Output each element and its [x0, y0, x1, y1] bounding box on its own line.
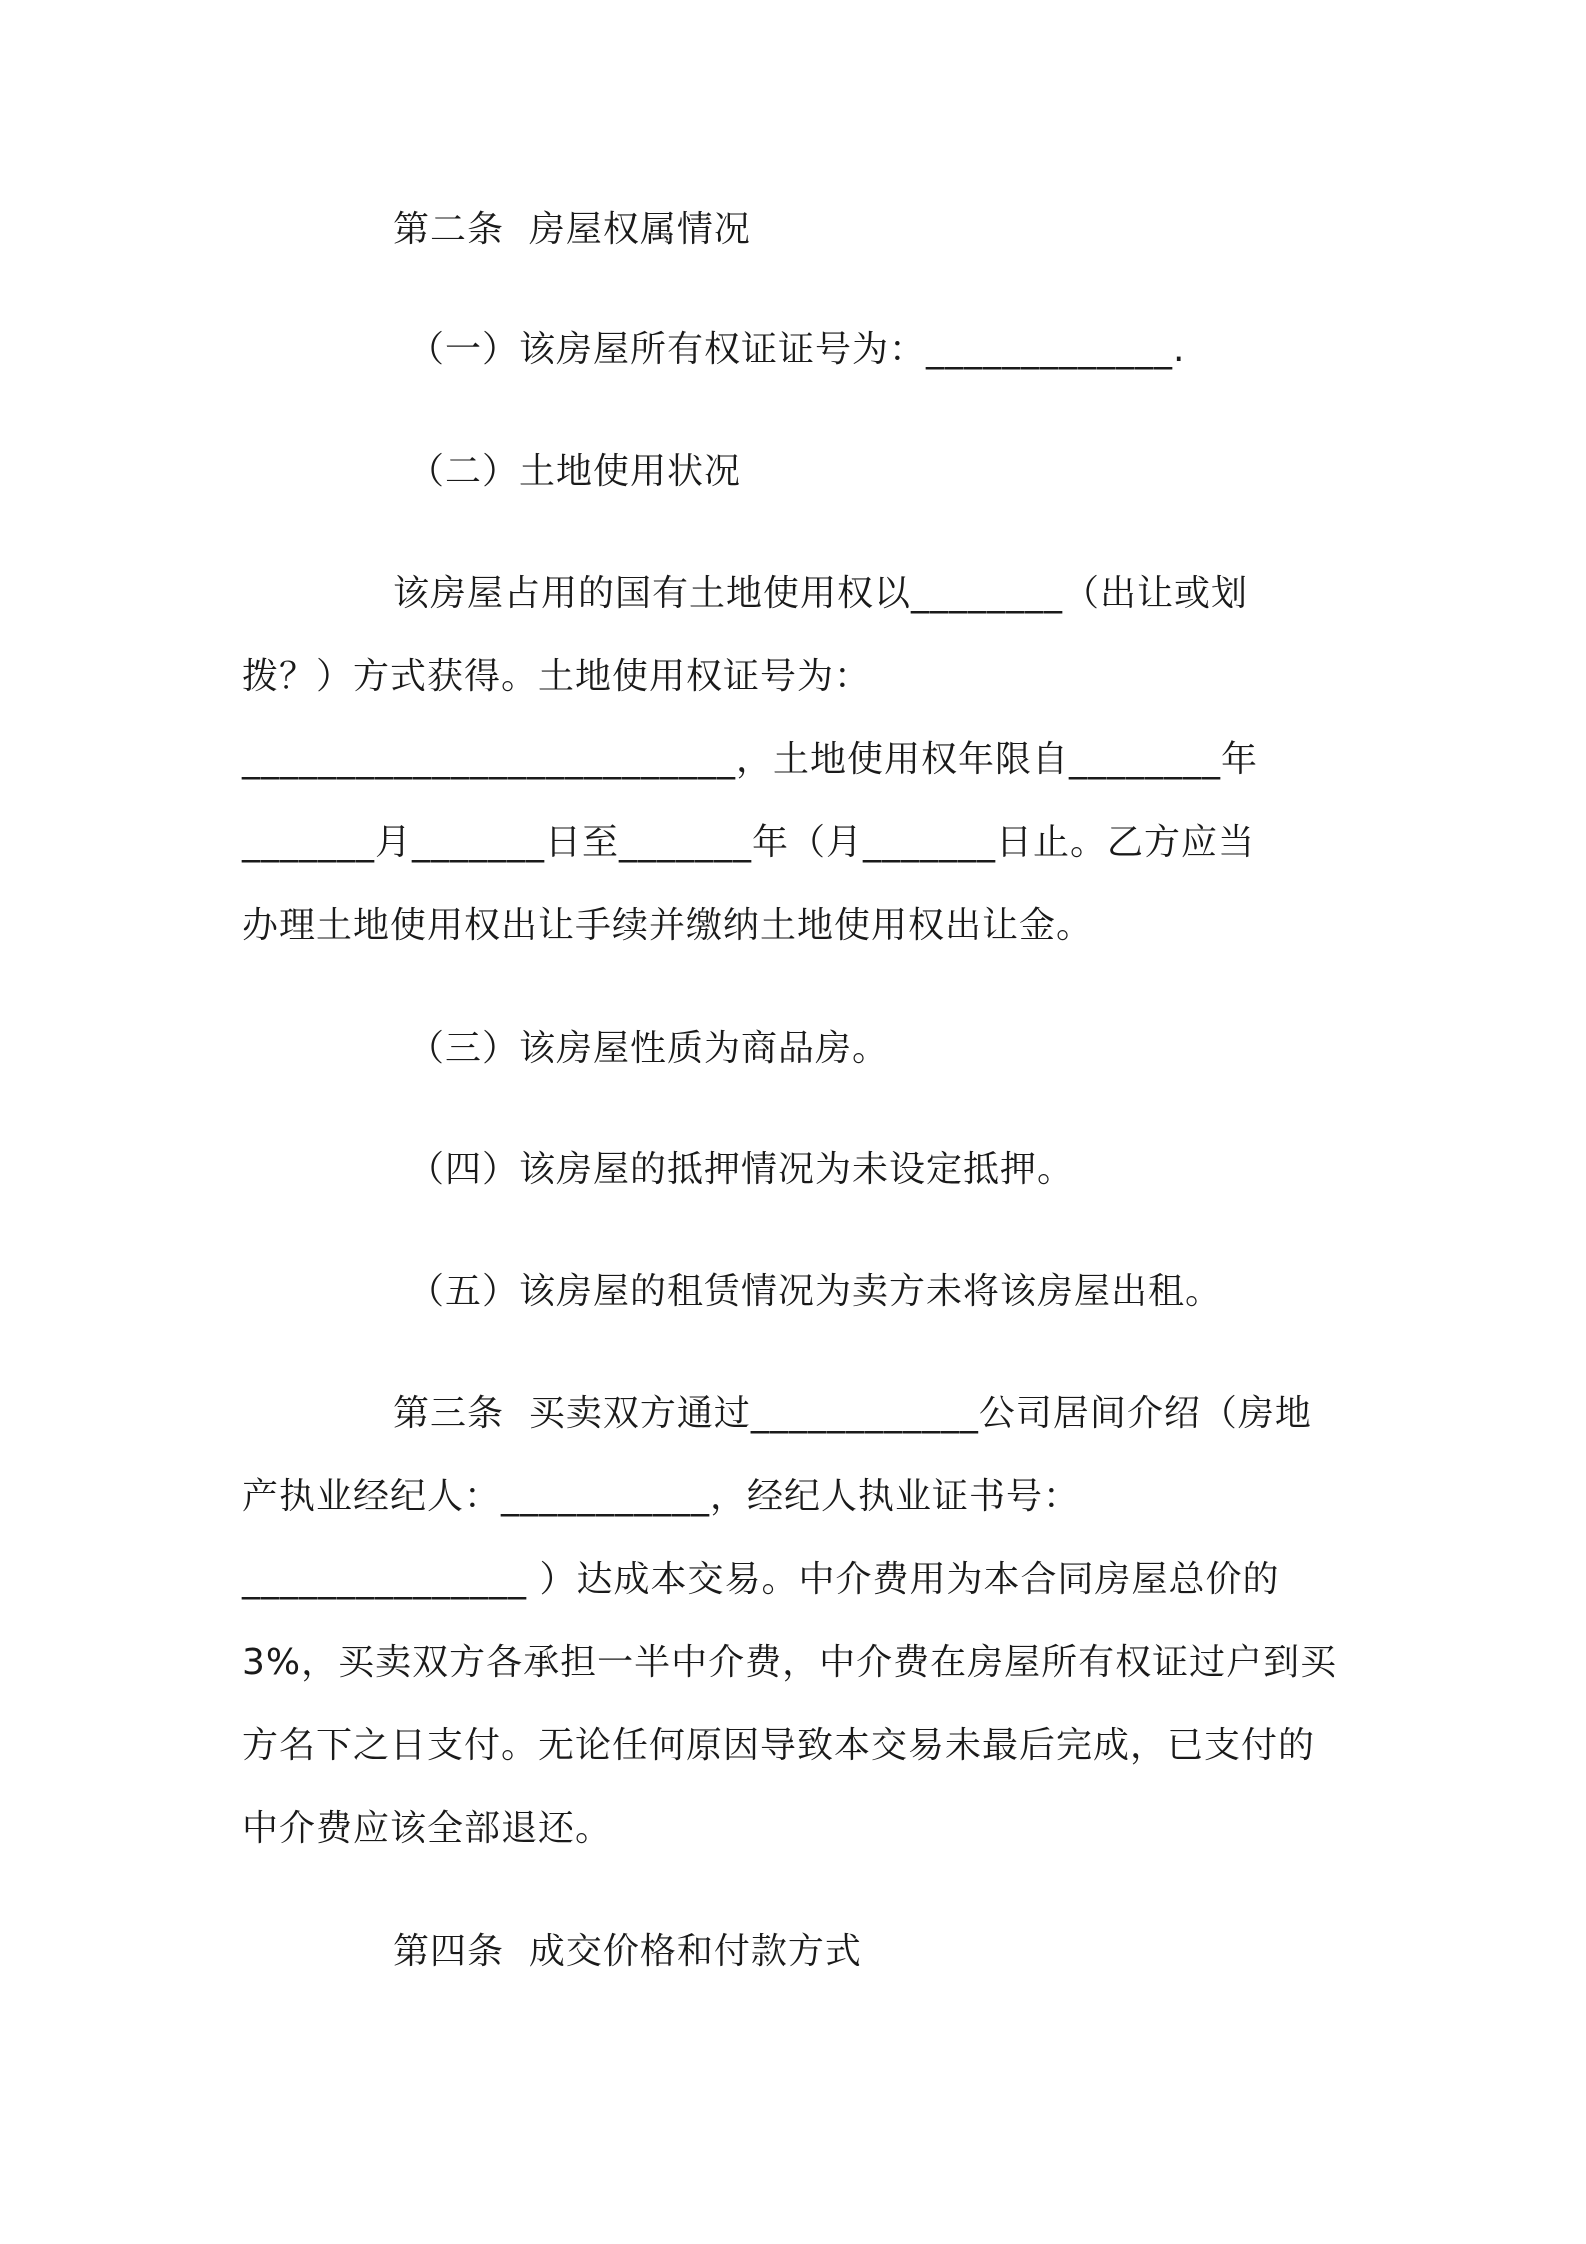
land-use-paragraph-line-4: _______月_______日至_______年（月_______日止。乙方应当	[242, 822, 1256, 863]
article-2-heading: 第二条 房屋权属情况	[393, 209, 751, 250]
land-use-paragraph-line-3: __________________________，土地使用权年限自________年	[242, 739, 1259, 780]
article-3-line-5: 方名下之日支付。无论任何原因导致本交易未最后完成，已支付的	[242, 1725, 1316, 1766]
article-2-item-2: （二）土地使用状况	[408, 451, 742, 492]
article-2-item-4: （四）该房屋的抵押情况为未设定抵押。	[408, 1149, 1075, 1190]
article-3-line-2: 产执业经纪人：___________，经纪人执业证书号：	[242, 1476, 1081, 1517]
article-3-line-6: 中介费应该全部退还。	[242, 1808, 613, 1849]
article-4-heading: 第四条 成交价格和付款方式	[393, 1931, 862, 1972]
article-3-line-1: 第三条 买卖双方通过____________公司居间介绍（房地	[393, 1393, 1312, 1434]
land-use-paragraph-line-5: 办理土地使用权出让手续并缴纳土地使用权出让金。	[242, 905, 1094, 946]
article-2-item-3: （三）该房屋性质为商品房。	[408, 1028, 890, 1069]
article-3-line-3: _______________ ）达成本交易。中介费用为本合同房屋总价的	[242, 1559, 1280, 1600]
land-use-paragraph-line-2: 拨？）方式获得。土地使用权证号为：	[242, 656, 872, 697]
land-use-paragraph-line-1: 该房屋占用的国有土地使用权以________（出让或划	[393, 573, 1249, 614]
article-3-line-4: 3%，买卖双方各承担一半中介费，中介费在房屋所有权证过户到买	[242, 1642, 1338, 1683]
article-2-item-5: （五）该房屋的租赁情况为卖方未将该房屋出租。	[408, 1271, 1223, 1312]
article-2-item-1: （一）该房屋所有权证证号为：_____________.	[408, 329, 1186, 370]
